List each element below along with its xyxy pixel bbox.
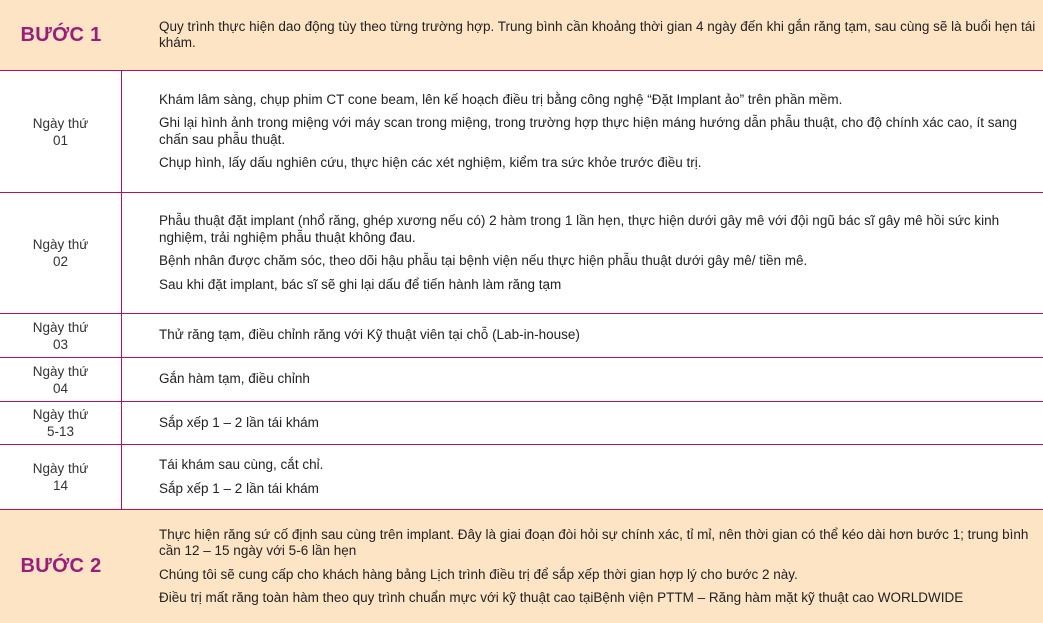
step-2-item: Thực hiện răng sứ cố định sau cùng trên implant. Đây là giai đoạn đòi hỏi sự chính xác, tỉ mỉ, nên thời gian có thể kéo dài hơn bước 1; trung bình cần 12 – 15 ngày với 5-6 lần hẹn	[159, 526, 1029, 558]
day-item: Ghi lại hình ảnh trong miệng với máy scan trong miệng, trong trường hợp thực hiện máng hướng dẫn phẫu thuật, cho độ chính xác cao, ít sang chấn sau phẫu thuật.	[159, 115, 1018, 147]
step-2-content	[159, 510, 1039, 623]
day-label: Ngày thứ 5-13	[32, 407, 89, 439]
step-2-item: Chúng tôi sẽ cung cấp cho khách hàng bảng Lịch trình điều trị để sắp xếp thời gian hợp lý cho bước 2 này.	[159, 566, 798, 582]
day-label-cell	[0, 314, 122, 357]
day-content	[159, 314, 1039, 357]
day-label: Ngày thứ 01	[32, 115, 89, 148]
day-item: Sắp xếp 1 – 2 lần tái khám	[159, 480, 319, 496]
day-label: Ngày thứ 14	[32, 461, 89, 493]
day-label: Ngày thứ 04	[32, 363, 89, 396]
day-label-cell	[0, 71, 122, 192]
step-2-row	[0, 510, 1043, 623]
day-label-cell	[0, 445, 122, 509]
day-item: Khám lâm sàng, chụp phim CT cone beam, lên kế hoạch điều trị bằng công nghệ “Đặt Implant ảo” trên phần mềm.	[159, 91, 843, 107]
step-2-label: BƯỚC 2	[20, 555, 102, 577]
day-03-row	[0, 314, 1043, 358]
day-01-row	[0, 70, 1043, 193]
day-label-cell	[0, 402, 122, 444]
day-content	[159, 71, 1039, 192]
step-1-label-cell	[0, 0, 122, 70]
day-item: Sắp xếp 1 – 2 lần tái khám	[159, 414, 319, 430]
day-content	[159, 358, 1039, 401]
day-item: Phẫu thuật đặt implant (nhổ răng, ghép xương nếu có) 2 hàm trong 1 lần hẹn, thực hiện dưới gây mê với đội ngũ bác sĩ gây mê hồi sức kinh nghiệm, trải nghiệm phẫu thuật không đau.	[159, 213, 1000, 245]
day-item: Bệnh nhân được chăm sóc, theo dõi hậu phẫu tại bệnh viện nếu thực hiện phẫu thuật dưới gây mê/ tiền mê.	[159, 253, 808, 268]
step-1-content	[159, 0, 1039, 70]
day-item: Chụp hình, lấy dấu nghiên cứu, thực hiện các xét nghiệm, kiểm tra sức khỏe trước điều trị.	[159, 155, 702, 170]
day-02-row	[0, 193, 1043, 314]
day-14-row	[0, 445, 1043, 510]
step-1-text: Quy trình thực hiện dao động tùy theo từng trường hợp. Trung bình cần khoảng thời gian 4 ngày đến khi gắn răng tạm, sau cùng sẽ là buổi hẹn tái khám.	[159, 18, 1036, 50]
day-item: Gắn hàm tạm, điều chỉnh	[159, 371, 310, 387]
day-label: Ngày thứ 02	[32, 237, 89, 269]
step-1-label: BƯỚC 1	[20, 23, 102, 46]
day-item: Thử răng tạm, điều chỉnh răng với Kỹ thuật viên tại chỗ (Lab-in-house)	[159, 327, 580, 343]
day-content	[159, 193, 1039, 313]
day-content	[159, 402, 1039, 444]
day-label: Ngày thứ 03	[32, 319, 89, 352]
step-1-row	[0, 0, 1043, 70]
day-label-cell	[0, 193, 122, 313]
step-2-label-cell	[0, 510, 122, 623]
day-label-cell	[0, 358, 122, 401]
day-5-13-row	[0, 402, 1043, 445]
day-item: Sau khi đặt implant, bác sĩ sẽ ghi lại dấu để tiến hành làm răng tạm	[159, 276, 562, 292]
step-2-item: Điều trị mất răng toàn hàm theo quy trình chuẩn mực với kỹ thuật cao tạiBệnh viện PTTM – Răng hàm mặt kỹ thuật cao WORLDWIDE	[159, 590, 964, 605]
day-04-row	[0, 358, 1043, 402]
day-content	[159, 445, 1039, 509]
day-item: Tái khám sau cùng, cắt chỉ.	[159, 457, 324, 472]
